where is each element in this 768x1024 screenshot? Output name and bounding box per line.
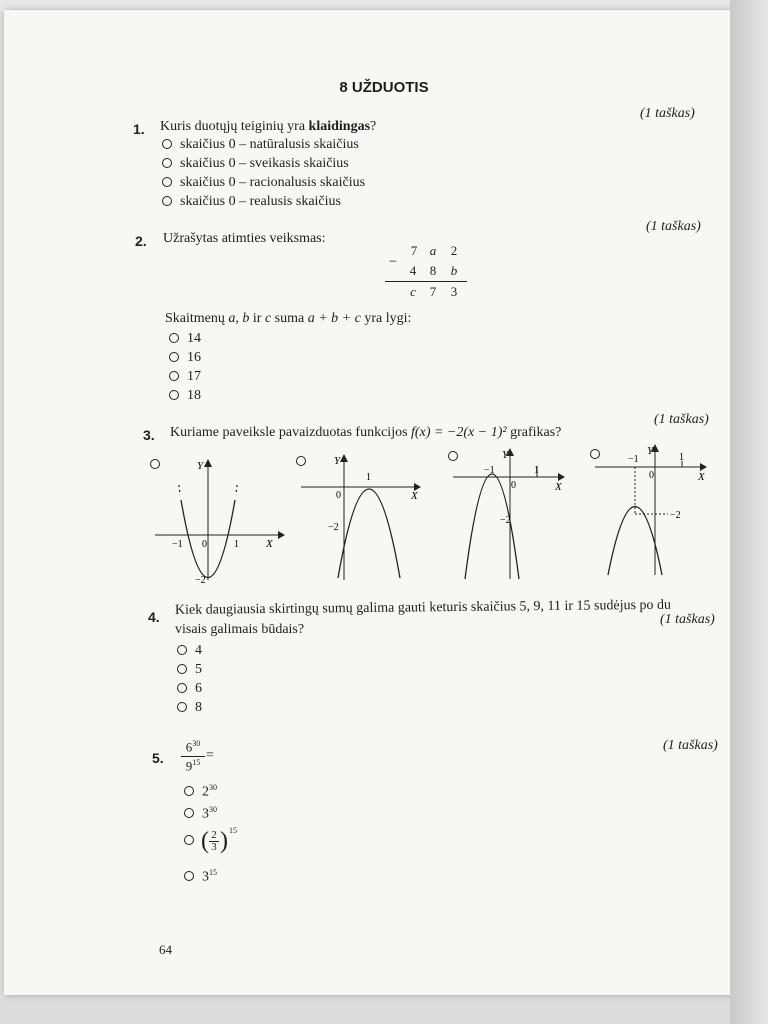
q5-equals: =: [206, 748, 214, 763]
q5-option-2[interactable]: $3^{30}$: [184, 805, 217, 823]
tick-label: 0: [336, 490, 341, 501]
q5-points: (1 taškas): [663, 738, 718, 753]
tick-label: −1: [172, 539, 183, 550]
page-title: 8 UŽDUOTIS: [339, 79, 429, 96]
q1-number: 1.: [133, 121, 145, 137]
q5-option-1[interactable]: $2^{30}$: [184, 783, 217, 801]
q2-option-1[interactable]: 14: [169, 331, 201, 347]
q4-option-1[interactable]: 4: [177, 643, 202, 659]
radio-circle-icon[interactable]: [162, 158, 172, 168]
q5-option-4[interactable]: $3^{15}$: [184, 868, 217, 886]
x-axis-label: X: [411, 490, 418, 502]
radio-circle-icon[interactable]: [177, 702, 187, 712]
tick-label: −2: [670, 510, 681, 521]
exponent: 15: [229, 826, 237, 835]
q4-option-2[interactable]: 5: [177, 662, 202, 678]
radio-circle-icon[interactable]: [169, 352, 179, 362]
q5-number: 5.: [152, 750, 164, 766]
q2-subquestion: Skaitmenų a, b ir c suma a + b + c yra lygi:: [165, 311, 412, 326]
q1-option-1[interactable]: skaičius 0 – natūralusis skaičius: [162, 137, 359, 153]
tick-label: 1: [366, 472, 371, 483]
q4-option-4[interactable]: 8: [177, 700, 202, 716]
radio-circle-icon[interactable]: [169, 333, 179, 343]
radio-circle-icon[interactable]: [162, 139, 172, 149]
x-axis-label: X: [555, 481, 562, 493]
page-number: 64: [159, 942, 172, 957]
y-axis-label: Y: [334, 455, 341, 467]
tick-label: 1: [234, 539, 239, 550]
digit: 3: [450, 284, 458, 299]
q5-fraction: [181, 739, 205, 775]
radio-circle-icon[interactable]: [162, 196, 172, 206]
radio-circle-icon[interactable]: [184, 808, 194, 818]
q3-graph-1[interactable]: [150, 455, 290, 585]
q3-graph-4[interactable]: [590, 440, 720, 580]
q2-option-3[interactable]: 17: [169, 369, 201, 385]
tick-label: −1: [484, 465, 495, 476]
y-axis-label: Y: [647, 445, 654, 457]
tick-label: 1: [679, 452, 684, 463]
tick-label: −2: [328, 522, 339, 533]
fraction-numerator: $6^{30}$: [185, 739, 201, 755]
digit: c: [410, 284, 416, 299]
q3-number: 3.: [143, 427, 155, 443]
radio-circle-icon[interactable]: [184, 835, 194, 845]
radio-circle-icon[interactable]: [162, 177, 172, 187]
y-axis-label: Y: [502, 449, 509, 461]
radio-circle-icon[interactable]: [169, 390, 179, 400]
tick-label: 0: [649, 470, 654, 481]
x-axis-label: X: [698, 471, 705, 483]
radio-circle-icon[interactable]: [177, 683, 187, 693]
q4-number: 4.: [148, 609, 160, 625]
digit: a: [429, 243, 437, 258]
digit: 2: [450, 243, 458, 258]
x-axis-label: X: [266, 538, 273, 550]
q2-points: (1 taškas): [646, 219, 701, 234]
digit: 4: [409, 263, 417, 278]
tick-label: −1: [628, 454, 639, 465]
q1-points: (1 taškas): [640, 106, 695, 121]
q3-question: Kuriame paveiksle pavaizduotas funkcijos f(x) = −2(x − 1)² grafikas?: [170, 425, 562, 440]
scan-right-shadow: [730, 0, 768, 1024]
tick-label: −2: [195, 575, 206, 585]
minus-sign: −: [388, 254, 398, 270]
digit: b: [450, 263, 458, 278]
tick-label: 1: [534, 465, 539, 476]
q3-graph-3[interactable]: [448, 444, 578, 584]
right-paren: ): [220, 828, 228, 854]
q2-option-2[interactable]: 16: [169, 350, 201, 366]
q3-graph-2[interactable]: [296, 450, 431, 585]
y-axis-label: Y: [197, 460, 204, 472]
tick-label: −2: [500, 515, 511, 526]
q1-question: Kuris duotųjų teiginių yra klaidingas?: [160, 119, 377, 134]
q4-question-line-2: visais galimais būdais?: [175, 622, 305, 637]
fraction-two-thirds: 2 3: [209, 830, 219, 853]
q2-question: Užrašytas atimties veiksmas:: [163, 231, 326, 246]
q1-option-4[interactable]: skaičius 0 – realusis skaičius: [162, 194, 341, 210]
q3-points: (1 taškas): [654, 412, 709, 427]
digit: 8: [429, 263, 437, 278]
digit: 7: [429, 284, 437, 299]
tick-label: 0: [202, 539, 207, 550]
subtraction-line: [385, 281, 467, 282]
radio-circle-icon[interactable]: [177, 645, 187, 655]
q4-points: (1 taškas): [660, 612, 715, 627]
q1-option-3[interactable]: skaičius 0 – racionalusis skaičius: [162, 175, 365, 191]
radio-circle-icon[interactable]: [184, 786, 194, 796]
radio-circle-icon[interactable]: [169, 371, 179, 381]
radio-circle-icon[interactable]: [184, 871, 194, 881]
q4-question-line-1: Kiek daugiausia skirtingų sumų galima gauti keturis skaičius 5, 9, 11 ir 15 sudėjus po du: [174, 597, 672, 618]
left-paren: (: [201, 828, 209, 854]
fraction-bar: [181, 756, 205, 757]
tick-label: 0: [511, 480, 516, 491]
fraction-denominator: $9^{15}$: [185, 758, 201, 774]
q4-option-3[interactable]: 6: [177, 681, 202, 697]
digit: 7: [410, 243, 418, 258]
q5-option-3[interactable]: [184, 826, 237, 854]
q2-option-4[interactable]: 18: [169, 388, 201, 404]
q2-number: 2.: [135, 233, 147, 249]
q1-option-2[interactable]: skaičius 0 – sveikasis skaičius: [162, 156, 349, 172]
radio-circle-icon[interactable]: [177, 664, 187, 674]
